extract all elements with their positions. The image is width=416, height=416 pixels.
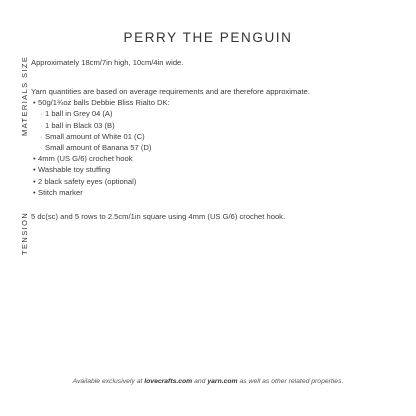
bullet-icon: • (33, 165, 36, 175)
sub-bullet-icon: · (40, 109, 43, 119)
yarn-color: Small amount of White 01 (C) (45, 131, 145, 141)
material-item: 4mm (US G/6) crochet hook (38, 154, 133, 164)
yarn-line: 50g/1¾oz balls Debbie Bliss Rialto DK: (38, 98, 170, 108)
materials-list (31, 86, 310, 198)
material-item: 2 black safety eyes (optional) (38, 176, 137, 186)
material-item: Washable toy stuffing (38, 165, 111, 175)
list-item (31, 97, 310, 108)
sub-bullet-icon: · (40, 120, 43, 130)
bullet-icon: • (33, 176, 36, 186)
materials-intro: Yarn quantities are based on average requirements and are therefore approximate. (31, 87, 310, 96)
list-item (31, 120, 310, 131)
list-item (31, 164, 310, 175)
footer-pre: Available exclusively at (72, 378, 145, 385)
size-text: Approximately 18cm/7in high, 10cm/4in wide. (31, 58, 184, 67)
tension-text: 5 dc(sc) and 5 rows to 2.5cm/1in square using 4mm (US G/6) crochet hook. (31, 212, 286, 221)
size-section-label: SIZE (20, 55, 29, 78)
footer-mid: and (192, 378, 208, 385)
list-item (31, 176, 310, 187)
bullet-icon: • (33, 187, 36, 197)
bullet-icon: • (33, 98, 36, 108)
footer-post: as well as other related properties. (237, 378, 344, 385)
pattern-title: PERRY THE PENGUIN (123, 30, 293, 45)
list-item (31, 108, 310, 119)
bullet-icon: • (33, 154, 36, 164)
material-item: Stitch marker (38, 187, 83, 197)
yarn-color: 1 ball in Black 03 (B) (45, 120, 115, 130)
sub-bullet-icon: · (40, 131, 43, 141)
lovecrafts-link[interactable]: lovecrafts.com (144, 378, 193, 385)
yarn-color: Small amount of Banana 57 (D) (45, 143, 152, 153)
list-item (31, 131, 310, 142)
yarn-color: 1 ball in Grey 04 (A) (45, 109, 113, 119)
footer-note (0, 378, 416, 385)
materials-section-label: MATERIALS (20, 81, 29, 136)
list-item (31, 153, 310, 164)
list-item (31, 142, 310, 153)
tension-section-label: TENSION (20, 211, 29, 255)
sub-bullet-icon: · (40, 143, 43, 153)
yarn-link[interactable]: yarn.com (207, 378, 238, 385)
list-item (31, 187, 310, 198)
